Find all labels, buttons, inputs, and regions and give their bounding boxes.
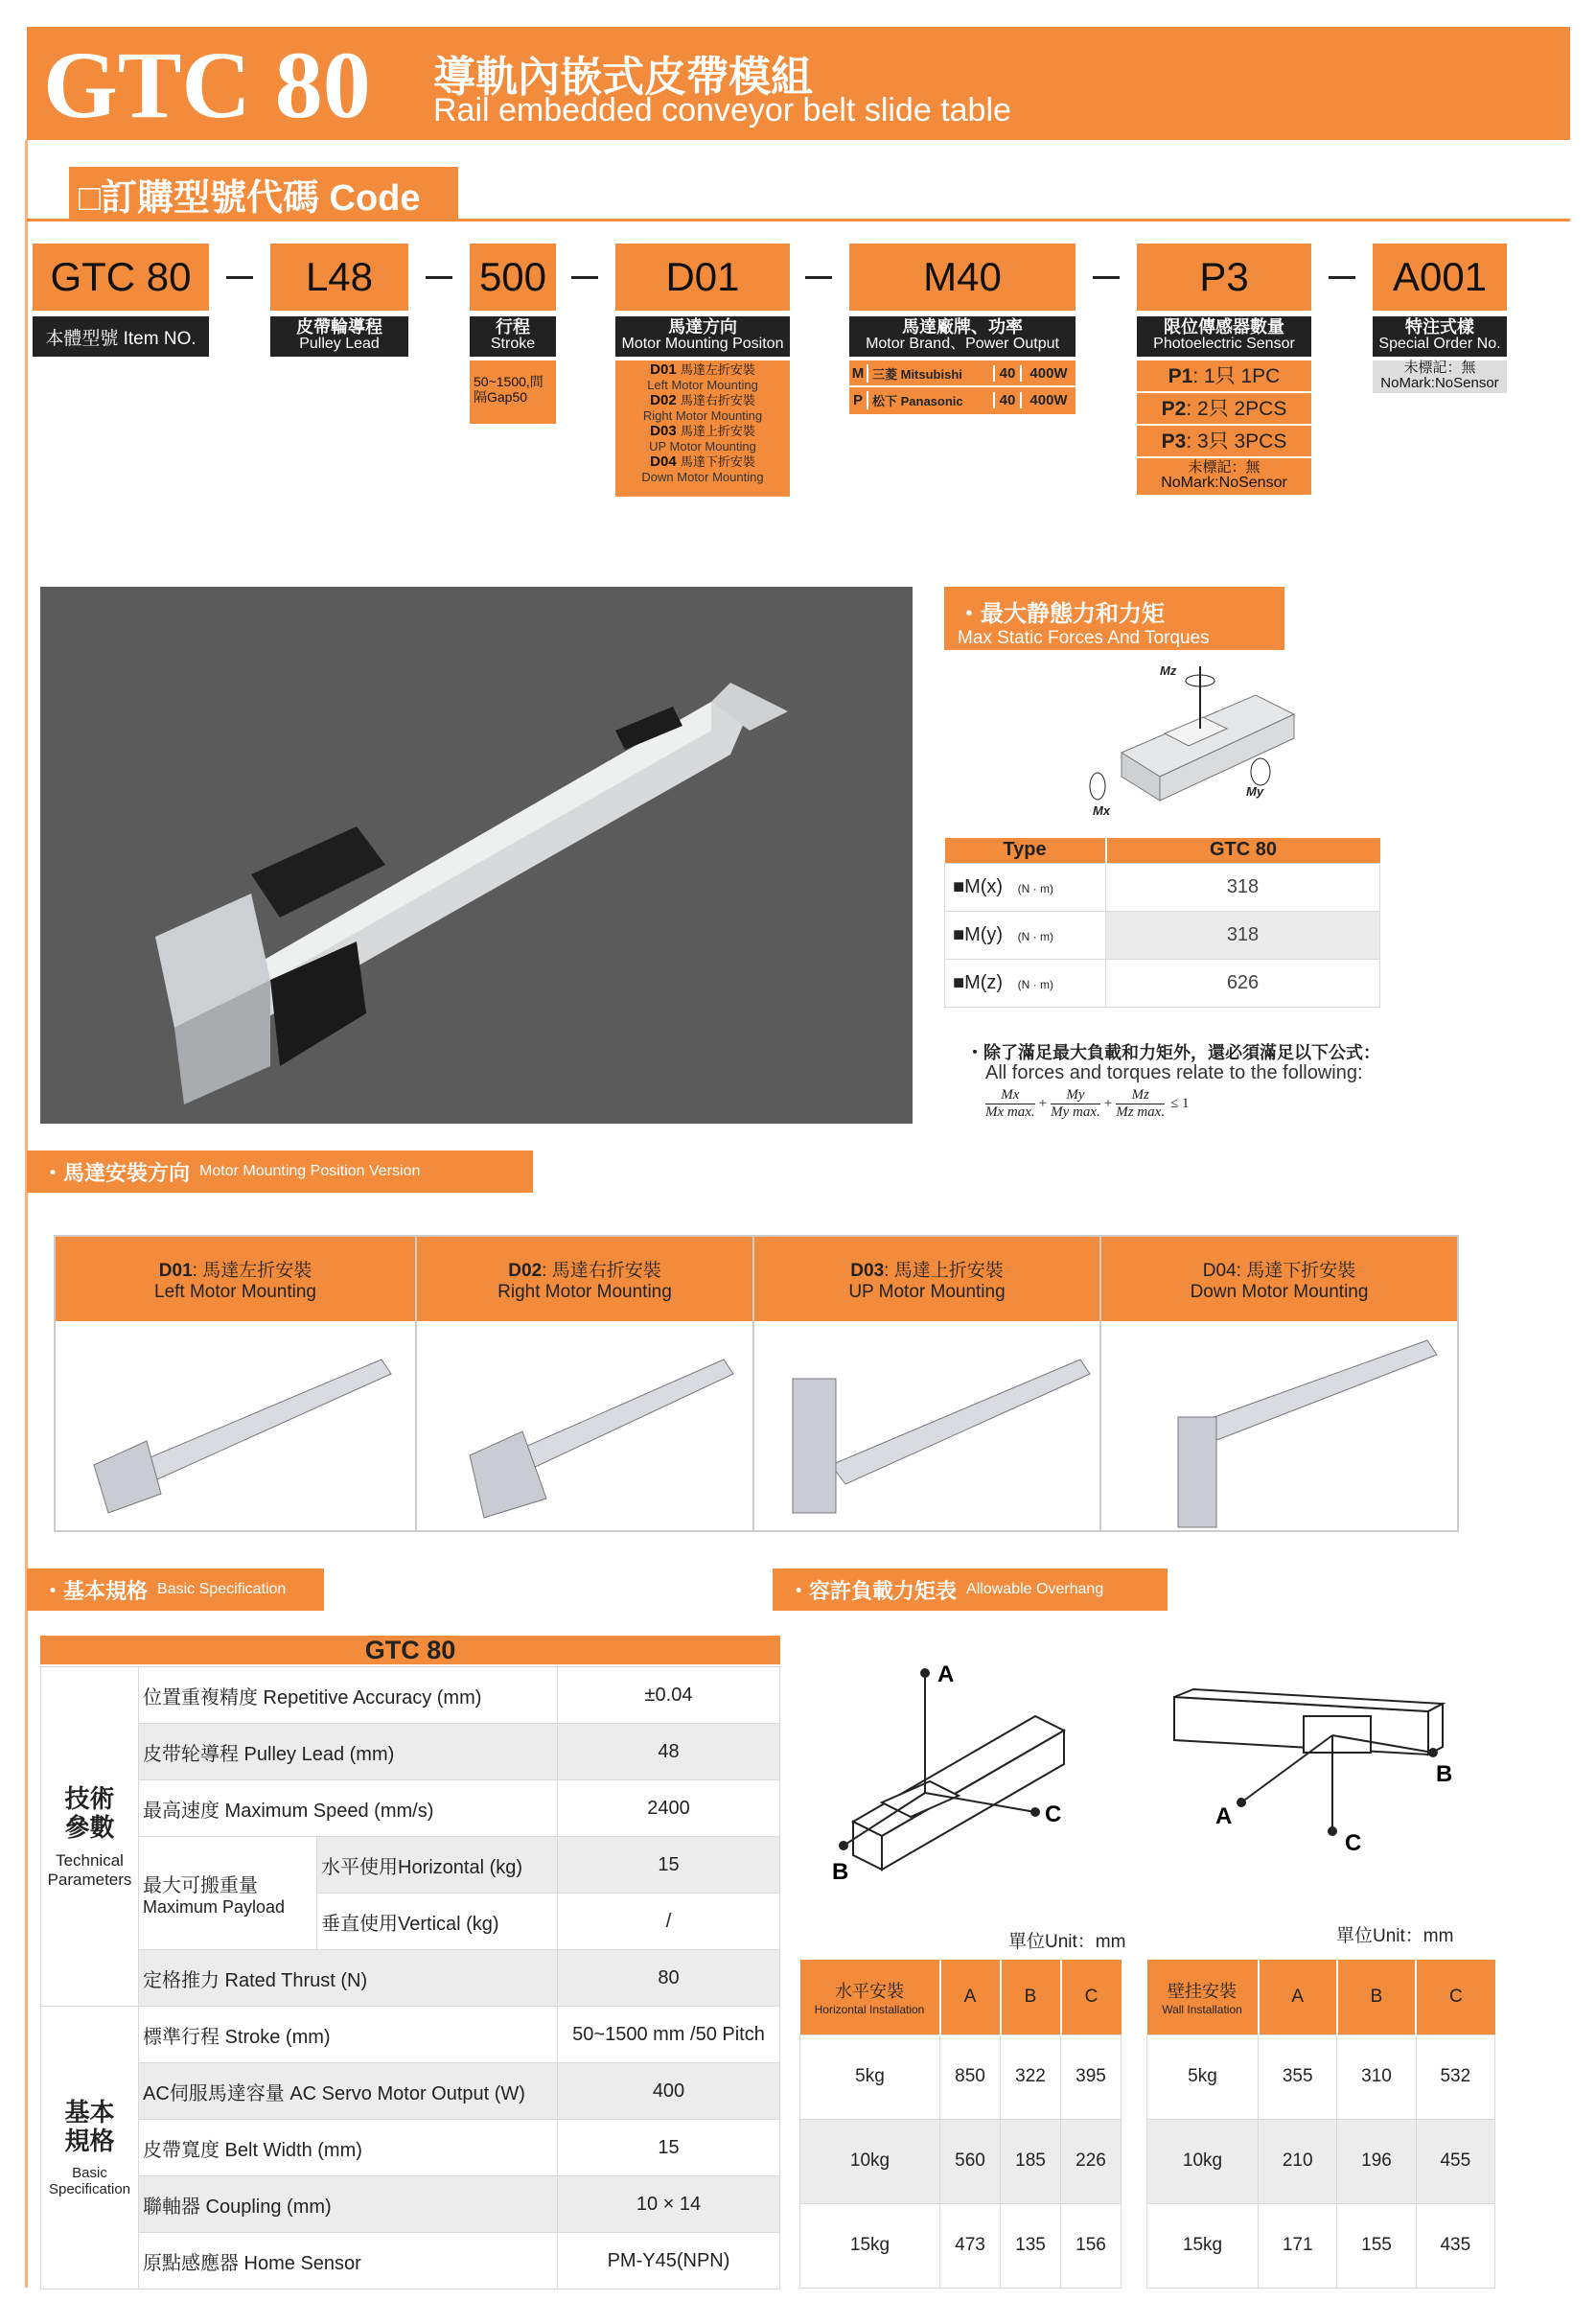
code-sensor-label: 限位傳感器數量 Photoelectric Sensor — [1137, 316, 1311, 357]
code-sensor-options: P1: 1只 1PC P2: 2只 2PCS P3: 3只 3PCS 未標記：無 NoMark:NoSensor — [1137, 360, 1311, 495]
overhang-diagram-horizontal — [815, 1659, 1083, 1898]
spec-table: 技術 參數 Technical Parameters 位置重複精度 Repetitive Accuracy (mm) ±0.04 皮带轮導程 Pulley Lead (mm) 48 最高速度 Maximum Speed (mm/s) 2400 最大可搬重量 Maximum Payload 水平使用Horizontal (kg) 15 垂直使用Vertical (kg) / 定格推力 Rated Thrust (N) 80 基本 規格 Basic Specification 標準行程 Stroke (mm) 50~1500 mm /50 Pitch AC伺服馬達容量 AC Servo Motor Output (W) 400 皮帶寬度 Belt Width (mm) 15 聯軸器 Coupling (mm) 10 × 14 原點感應器 Home Sensor PM-Y45(NPN) — [40, 1666, 780, 2289]
mount-card-d04: D04: 馬達下折安裝 Down Motor Mounting — [1101, 1237, 1457, 1530]
code-special-note: 未標記：無 NoMark:NoSensor — [1373, 360, 1507, 393]
overhang-table-wall: 壁挂安裝 Wall Installation A B C 5kg 355 310 532 10kg 210 196 455 15kg 171 155 435 — [1146, 1960, 1495, 2289]
left-rule — [25, 140, 28, 2288]
svg-text:C: C — [1345, 1830, 1362, 1856]
header-model: GTC 80 — [43, 32, 371, 138]
spec-model: GTC 80 — [40, 1636, 780, 1664]
mount-card-d01: D01: 馬達左折安裝 Left Motor Mounting — [56, 1237, 417, 1530]
overhang-unit-w: 單位Unit：mm — [1336, 1926, 1454, 1946]
forces-row: ■M(x) (N · m) 318 — [945, 863, 1380, 911]
label-c: C — [1045, 1801, 1062, 1827]
dash-3 — [571, 276, 598, 279]
table-row: 10kg 560 185 226 — [800, 2119, 1122, 2203]
dash-2 — [426, 276, 452, 279]
spec-group-1: 技術 參數 Technical Parameters — [41, 1667, 139, 2007]
code-special-label: 特注式樣 Special Order No. — [1373, 316, 1507, 357]
spec-title: ・ 基本規格 Basic Specification — [27, 1569, 324, 1611]
code-stroke: 500 — [470, 244, 556, 311]
table-row: 10kg 210 196 455 — [1147, 2119, 1495, 2203]
table-row: 5kg 850 322 395 — [800, 2034, 1122, 2119]
forces-row: ■M(z) (N · m) 626 — [945, 959, 1380, 1007]
spec-group-2: 基本 規格 Basic Specification — [41, 2007, 139, 2289]
code-motor-label: 馬達廠牌、功率 Motor Brand、Power Output — [849, 316, 1076, 357]
label-b: B — [832, 1859, 849, 1885]
diag-mz: Mz — [1160, 663, 1177, 678]
code-stroke-label: 行程 Stroke — [470, 316, 556, 357]
forces-note-cn: ・除了滿足最大負載和力矩外，還必須滿足以下公式： — [966, 1043, 1380, 1062]
forces-note-en: All forces and torques relate to the following: — [985, 1062, 1363, 1083]
code-item: GTC 80 — [33, 244, 209, 311]
code-lead-label: 皮帶輪導程 Pulley Lead — [270, 316, 408, 357]
forces-header-model: GTC 80 — [1106, 838, 1380, 863]
svg-text:B: B — [1436, 1761, 1453, 1787]
code-mount-options: D01 馬達左折安裝 Left Motor Mounting D02 馬達右折安裝 Right Motor Mounting D03 馬達上折安裝 UP Motor Mounting D04 馬達下折安裝 Down Motor Mounting — [615, 360, 790, 497]
table-row: 15kg 473 135 156 — [800, 2203, 1122, 2288]
mounting-title: ・ 馬達安裝方向 Motor Mounting Position Version — [27, 1150, 533, 1193]
code-lead: L48 — [270, 244, 408, 311]
overhang-unit-h: 單位Unit：mm — [1008, 1932, 1126, 1952]
forces-title: ・最大静態力和力矩 Max Static Forces And Torques — [944, 587, 1284, 650]
overhang-table-horizontal: 水平安裝 Horizontal Installation A B C 5kg 850 322 395 10kg 560 185 226 15kg 473 135 156 — [799, 1960, 1122, 2289]
diag-mx: Mx — [1093, 803, 1111, 818]
product-photo — [40, 587, 913, 1124]
code-item-label: 本體型號 Item NO. — [33, 316, 209, 357]
code-mount: D01 — [615, 244, 790, 311]
code-special: A001 — [1373, 244, 1507, 311]
dash-4 — [805, 276, 832, 279]
code-mount-label: 馬達方向 Motor Mounting Positon — [615, 316, 790, 357]
code-motor-options: M 三菱 Mitsubishi 40 400W P 松下 Panasonic 40 400W — [849, 360, 1076, 414]
table-row: 15kg 171 155 435 — [1147, 2203, 1495, 2288]
code-stroke-note: 50~1500,間隔Gap50 — [470, 360, 556, 424]
forces-row: ■M(y) (N · m) 318 — [945, 911, 1380, 959]
dash-5 — [1093, 276, 1120, 279]
dash-1 — [226, 276, 253, 279]
dash-6 — [1329, 276, 1355, 279]
forces-formula: Mx Mx max. + My My max. + Mz Mz max. ≤ 1 — [985, 1087, 1190, 1120]
code-sensor: P3 — [1137, 244, 1311, 311]
mount-card-d02: D02: 馬達右折安裝 Right Motor Mounting — [417, 1237, 754, 1530]
table-row: 5kg 355 310 532 — [1147, 2034, 1495, 2119]
forces-diagram — [1064, 662, 1313, 825]
mount-card-d03: D03: 馬達上折安裝 UP Motor Mounting — [754, 1237, 1101, 1530]
header-title-en: Rail embedded conveyor belt slide table — [433, 92, 1011, 128]
forces-table — [944, 838, 1380, 1008]
order-rule — [27, 219, 1570, 221]
forces-header-type: Type — [1003, 839, 1047, 861]
order-title: □訂購型號代碼 Code — [69, 167, 458, 221]
code-motor: M40 — [849, 244, 1076, 311]
overhang-title: ・ 容許負載力矩表 Allowable Overhang — [773, 1569, 1168, 1611]
svg-text:A: A — [1215, 1803, 1233, 1829]
header-title-cn: 導軌內嵌式皮帶模組 — [433, 54, 813, 101]
label-a: A — [937, 1662, 955, 1687]
overhang-diagram-wall — [1150, 1668, 1476, 1879]
diag-my: My — [1246, 784, 1264, 799]
mounting-box — [54, 1235, 1459, 1532]
